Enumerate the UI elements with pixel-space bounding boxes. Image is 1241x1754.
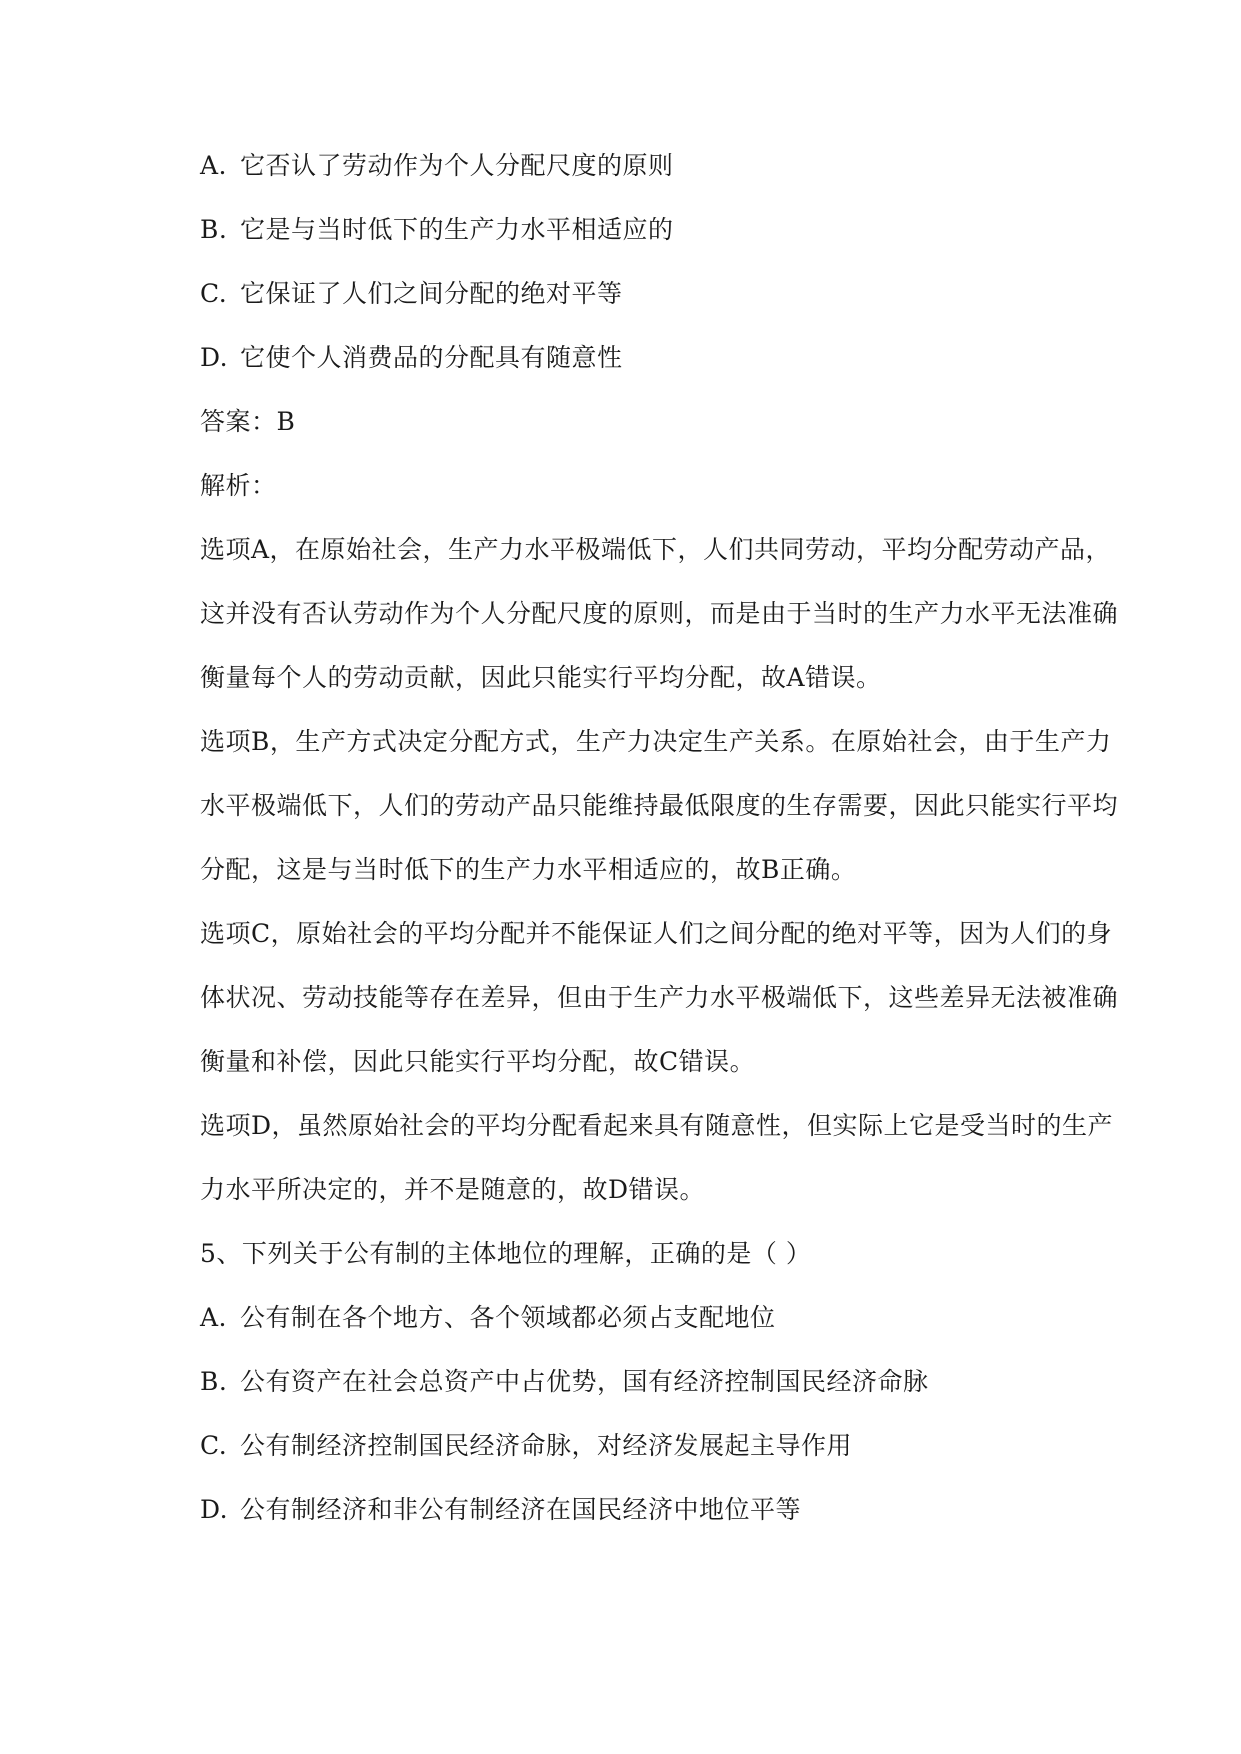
option-text: 它是与当时低下的生产力水平相适应的 — [240, 215, 674, 244]
option-letter: C. — [200, 1431, 228, 1460]
analysis-line: 选项D，虽然原始社会的平均分配看起来具有随意性，但实际上它是受当时的生产 — [200, 1111, 1114, 1140]
q5-option-c — [200, 1430, 1100, 1462]
analysis-line: 选项B，生产方式决定分配方式，生产力决定生产关系。在原始社会，由于生产力 — [200, 727, 1112, 756]
q4-option-c — [200, 278, 1100, 310]
analysis-line: 衡量和补偿，因此只能实行平均分配，故C错误。 — [200, 1047, 756, 1076]
option-letter: A. — [200, 1303, 228, 1332]
answer-line: 答案：B — [200, 407, 296, 436]
option-text: 公有制经济控制国民经济命脉，对经济发展起主导作用 — [240, 1431, 853, 1460]
option-text: 公有资产在社会总资产中占优势，国有经济控制国民经济命脉 — [240, 1367, 929, 1396]
option-letter: D. — [200, 1495, 229, 1524]
analysis-line: 体状况、劳动技能等存在差异，但由于生产力水平极端低下，这些差异无法被准确 — [200, 983, 1119, 1012]
option-text: 它保证了人们之间分配的绝对平等 — [240, 279, 623, 308]
analysis-line: 衡量每个人的劳动贡献，因此只能实行平均分配，故A错误。 — [200, 663, 882, 692]
option-letter: B. — [200, 215, 228, 244]
analysis-line: 水平极端低下，人们的劳动产品只能维持最低限度的生存需要，因此只能实行平均 — [200, 791, 1119, 820]
analysis-label: 解析： — [200, 471, 277, 500]
analysis-line: 选项A，在原始社会，生产力水平极端低下，人们共同劳动，平均分配劳动产品， — [200, 535, 1112, 564]
analysis-line: 力水平所决定的，并不是随意的，故D错误。 — [200, 1175, 706, 1204]
option-text: 它否认了劳动作为个人分配尺度的原则 — [240, 151, 674, 180]
option-letter: B. — [200, 1367, 228, 1396]
q5-option-a — [200, 1302, 1100, 1334]
option-text: 它使个人消费品的分配具有随意性 — [240, 343, 623, 372]
option-text: 公有制经济和非公有制经济在国民经济中地位平等 — [240, 1495, 802, 1524]
q5-option-d — [200, 1494, 1100, 1526]
q4-option-b — [200, 214, 1100, 246]
analysis-line: 这并没有否认劳动作为个人分配尺度的原则，而是由于当时的生产力水平无法准确 — [200, 599, 1119, 628]
q5-stem: 5、下列关于公有制的主体地位的理解，正确的是（ ） — [200, 1239, 812, 1268]
option-letter: C. — [200, 279, 228, 308]
option-letter: A. — [200, 151, 228, 180]
q4-option-d — [200, 342, 1100, 374]
analysis-line: 选项C，原始社会的平均分配并不能保证人们之间分配的绝对平等，因为人们的身 — [200, 919, 1113, 948]
q5-option-b — [200, 1366, 1100, 1398]
option-letter: D. — [200, 343, 229, 372]
q4-option-a — [200, 150, 1100, 182]
option-text: 公有制在各个地方、各个领域都必须占支配地位 — [240, 1303, 776, 1332]
analysis-line: 分配，这是与当时低下的生产力水平相适应的，故B正确。 — [200, 855, 857, 884]
